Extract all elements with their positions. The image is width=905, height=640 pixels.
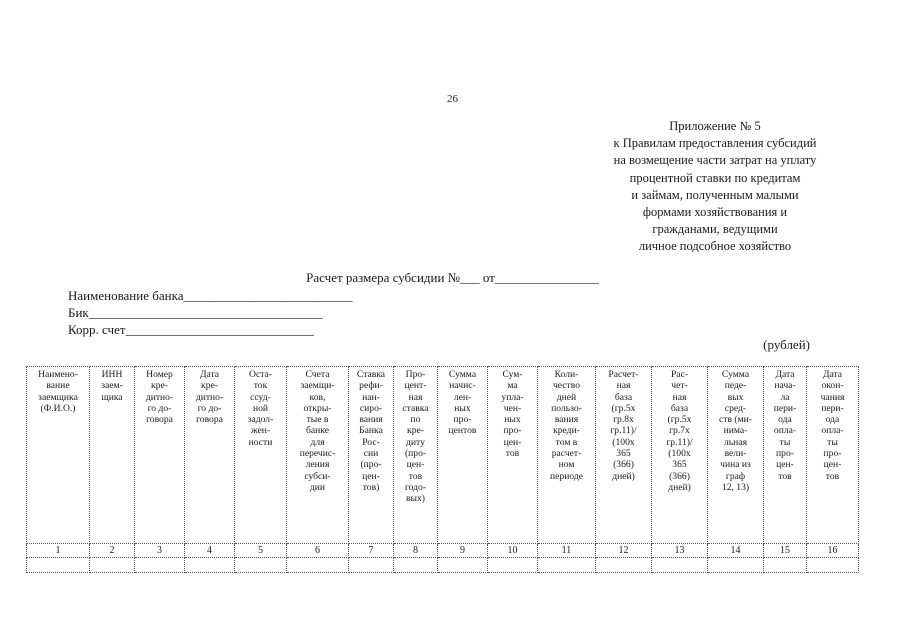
column-number: 15 [764, 544, 807, 558]
empty-cell [235, 558, 287, 573]
empty-cell [652, 558, 708, 573]
column-number: 4 [185, 544, 235, 558]
bik-field: Бик____________________________________ [68, 305, 323, 320]
empty-cell [185, 558, 235, 573]
appendix-line: личное подсобное хозяйство [638, 239, 792, 254]
header-row [27, 367, 859, 544]
empty-cell [488, 558, 538, 573]
empty-cell [287, 558, 349, 573]
column-number: 1 [27, 544, 90, 558]
header-cell: ИНН заем- щика [90, 367, 135, 544]
header-cell: Сумма начис- лен- ных про- центов [438, 367, 488, 544]
document-title: Расчет размера субсидии №___ от________________ [306, 270, 599, 285]
column-number: 3 [135, 544, 185, 558]
header-cell: Сумма педе- вых сред- ств (ми- нима- льная вели- чина из граф 12, 13) [708, 367, 764, 544]
appendix-line: к Правилам предоставления субсидий [613, 136, 817, 151]
empty-cell [90, 558, 135, 573]
empty-cell [27, 558, 90, 573]
bank-fields [68, 287, 352, 338]
empty-cell [708, 558, 764, 573]
subsidy-table [26, 366, 859, 573]
empty-cell [596, 558, 652, 573]
empty-cell [764, 558, 807, 573]
header-cell: Дата окон- чания пери- ода опла- ты про- цен- тов [807, 367, 859, 544]
column-number: 11 [538, 544, 596, 558]
empty-cell [538, 558, 596, 573]
currency-note: (рублей) [763, 337, 810, 352]
bank-name-field: Наименование банка__________________________ [68, 288, 353, 303]
header-cell: Номер кре- дитно- го до- говора [135, 367, 185, 544]
header-cell: Оста- ток ссуд- ной задол- жен- ности [235, 367, 287, 544]
empty-cell [807, 558, 859, 573]
empty-cell [349, 558, 394, 573]
empty-row [27, 558, 859, 573]
column-number: 8 [394, 544, 438, 558]
column-number: 16 [807, 544, 859, 558]
header-cell: Коли- чество дней пользо- вания креди- том в расчет- ном периоде [538, 367, 596, 544]
appendix-line: формами хозяйствования и [642, 205, 788, 220]
appendix-line: на возмещение части затрат на уплату [613, 153, 817, 168]
column-number: 13 [652, 544, 708, 558]
header-cell: Сум- ма упла- чен- ных про- цен- тов [488, 367, 538, 544]
empty-cell [135, 558, 185, 573]
header-cell: Наимено- вание заемщика (Ф.И.О.) [27, 367, 90, 544]
column-number: 14 [708, 544, 764, 558]
header-cell: Про- цент- ная ставка по кре- диту (про- цен- тов годо- вых) [394, 367, 438, 544]
appendix-line: Приложение № 5 [669, 119, 761, 133]
column-number-row [27, 544, 859, 558]
header-cell: Рас- чет- ная база (гр.5х гр.7х гр.11)/ (100х 365 (366) дней) [652, 367, 708, 544]
header-cell: Дата нача- ла пери- ода опла- ты про- цен- тов [764, 367, 807, 544]
corr-account-field: Корр. счет_____________________________ [68, 322, 315, 337]
appendix-header [580, 118, 850, 256]
page-number: 26 [447, 93, 458, 105]
column-number: 6 [287, 544, 349, 558]
empty-cell [438, 558, 488, 573]
column-number: 2 [90, 544, 135, 558]
header-cell: Расчет- ная база (гр.5х гр.8х гр.11)/ (100х 365 (366) дней) [596, 367, 652, 544]
column-number: 5 [235, 544, 287, 558]
header-cell: Ставка рефи- нан- сиро- вания Банка Рос- сии (про- цен- тов) [349, 367, 394, 544]
empty-cell [394, 558, 438, 573]
appendix-line: процентной ставки по кредитам [629, 170, 801, 185]
column-number: 9 [438, 544, 488, 558]
column-number: 7 [349, 544, 394, 558]
appendix-line: гражданами, ведущими [652, 222, 778, 237]
header-cell: Счета заемщи- ков, откры- тые в банке для перечис- ления субси- дии [287, 367, 349, 544]
column-number: 10 [488, 544, 538, 558]
header-cell: Дата кре- дитно- го до- говора [185, 367, 235, 544]
column-number: 12 [596, 544, 652, 558]
appendix-line: и займам, полученным малыми [631, 187, 799, 202]
